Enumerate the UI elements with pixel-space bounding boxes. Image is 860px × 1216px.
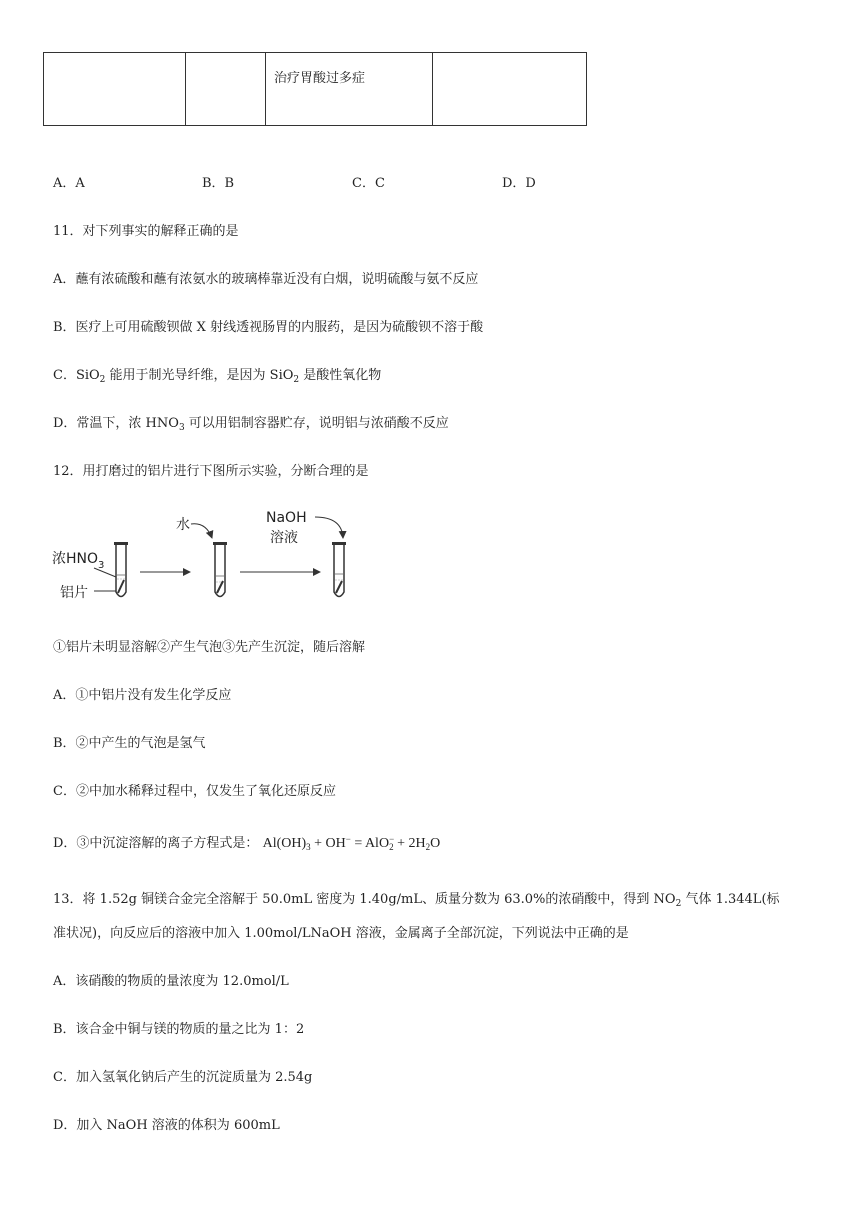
subscript: 2: [425, 842, 431, 852]
superscript: −: [389, 834, 395, 844]
q13-option-b[interactable]: B．该合金中铜与镁的物质的量之比为 1：2: [53, 1022, 305, 1037]
q12-option-c[interactable]: C．②中加水稀释过程中，仅发生了氧化还原反应: [53, 784, 336, 799]
q12-option-d[interactable]: [53, 832, 440, 852]
q12-observation: ①铝片未明显溶解②产生气泡③先产生沉淀，随后溶解: [53, 640, 366, 655]
text: 气体 1.344L(标: [681, 892, 780, 907]
subscript: 2: [675, 899, 682, 909]
table-cell: [44, 53, 186, 126]
q12-option-a[interactable]: A．①中铝片没有发生化学反应: [53, 688, 232, 703]
q10-option-b[interactable]: B．B: [202, 176, 235, 191]
q11-option-b[interactable]: B．医疗上可用硫酸钡做 X 射线透视肠胃的内服药，是因为硫酸钡不溶于酸: [53, 320, 484, 335]
equation-part: O: [430, 836, 441, 851]
table-cell: [433, 53, 587, 126]
experiment-figure: [50, 500, 410, 610]
q10-option-c[interactable]: C．C: [352, 176, 385, 191]
label-conc-hno3: 浓$HNO_3$: [52, 551, 105, 571]
label-water: 水: [176, 517, 190, 533]
q11-option-c[interactable]: [53, 364, 381, 383]
equation-part: + 2H: [393, 836, 426, 851]
q10-option-d[interactable]: D．D: [502, 176, 536, 191]
subscript: 3: [306, 842, 311, 852]
text: D．③中沉淀溶解的离子方程式是：: [53, 836, 259, 851]
table-row: [44, 53, 587, 126]
subscript: 3: [178, 423, 185, 433]
q10-option-a[interactable]: A．A: [53, 176, 85, 191]
q13-option-a[interactable]: A．该硝酸的物质的量浓度为 12.0mol/L: [53, 974, 289, 989]
table-cell: 治疗胃酸过多症: [266, 53, 433, 126]
answer-table: [43, 52, 587, 126]
q13-stem-line2: 准状况)，向反应后的溶液中加入 1.00mol/LNaOH 溶液，金属离子全部沉淀，下列说法中正确的是: [53, 926, 629, 941]
test-tube-3: [332, 542, 346, 597]
text: 能用于制光导纤维，是因为 SiO: [105, 368, 294, 383]
text: D．常温下，浓 HNO: [53, 416, 179, 431]
equation-part: = AlO: [350, 836, 390, 851]
label-solution: 溶液: [270, 530, 298, 546]
q13-option-d[interactable]: D．加入 NaOH 溶液的体积为 600mL: [53, 1118, 280, 1133]
text: 是酸性氧化物: [299, 368, 382, 383]
q11-option-d[interactable]: [53, 412, 449, 431]
test-tube-2: [213, 542, 227, 597]
equation-part: + OH: [310, 836, 346, 851]
subscript: 2: [389, 842, 394, 852]
q13-stem-line1: [53, 888, 780, 907]
q12-option-b[interactable]: B．②中产生的气泡是氢气: [53, 736, 206, 751]
text: 13．将 1.52g 铜镁合金完全溶解于 50.0mL 密度为 1.40g/mL、质量分数为 63.0%的浓硝酸中，得到 NO: [53, 892, 676, 907]
subscript: 2: [293, 375, 300, 385]
label-aluminum: 铝片: [60, 585, 88, 601]
q11-option-a[interactable]: A．蘸有浓硫酸和蘸有浓氨水的玻璃棒靠近没有白烟，说明硫酸与氨不反应: [53, 272, 479, 287]
text: 可以用铝制容器贮存，说明铝与浓硝酸不反应: [184, 416, 449, 431]
leader-line: [94, 568, 116, 577]
test-tube-1: [114, 542, 128, 597]
curved-arrow-icon: [315, 517, 343, 538]
label-naoh: NaOH: [266, 510, 307, 526]
text: C．SiO: [53, 368, 100, 383]
superscript: −: [345, 834, 351, 844]
q13-option-c[interactable]: C．加入氢氧化钠后产生的沉淀质量为 2.54g: [53, 1070, 313, 1085]
q11-stem: 11．对下列事实的解释正确的是: [53, 224, 239, 239]
subscript: 2: [99, 375, 106, 385]
q12-stem: 12．用打磨过的铝片进行下图所示实验，分断合理的是: [53, 464, 369, 479]
equation-part: Al(OH): [262, 836, 307, 851]
ionic-equation: [263, 836, 441, 851]
curved-arrow-icon: [191, 524, 212, 538]
table-cell: [186, 53, 266, 126]
